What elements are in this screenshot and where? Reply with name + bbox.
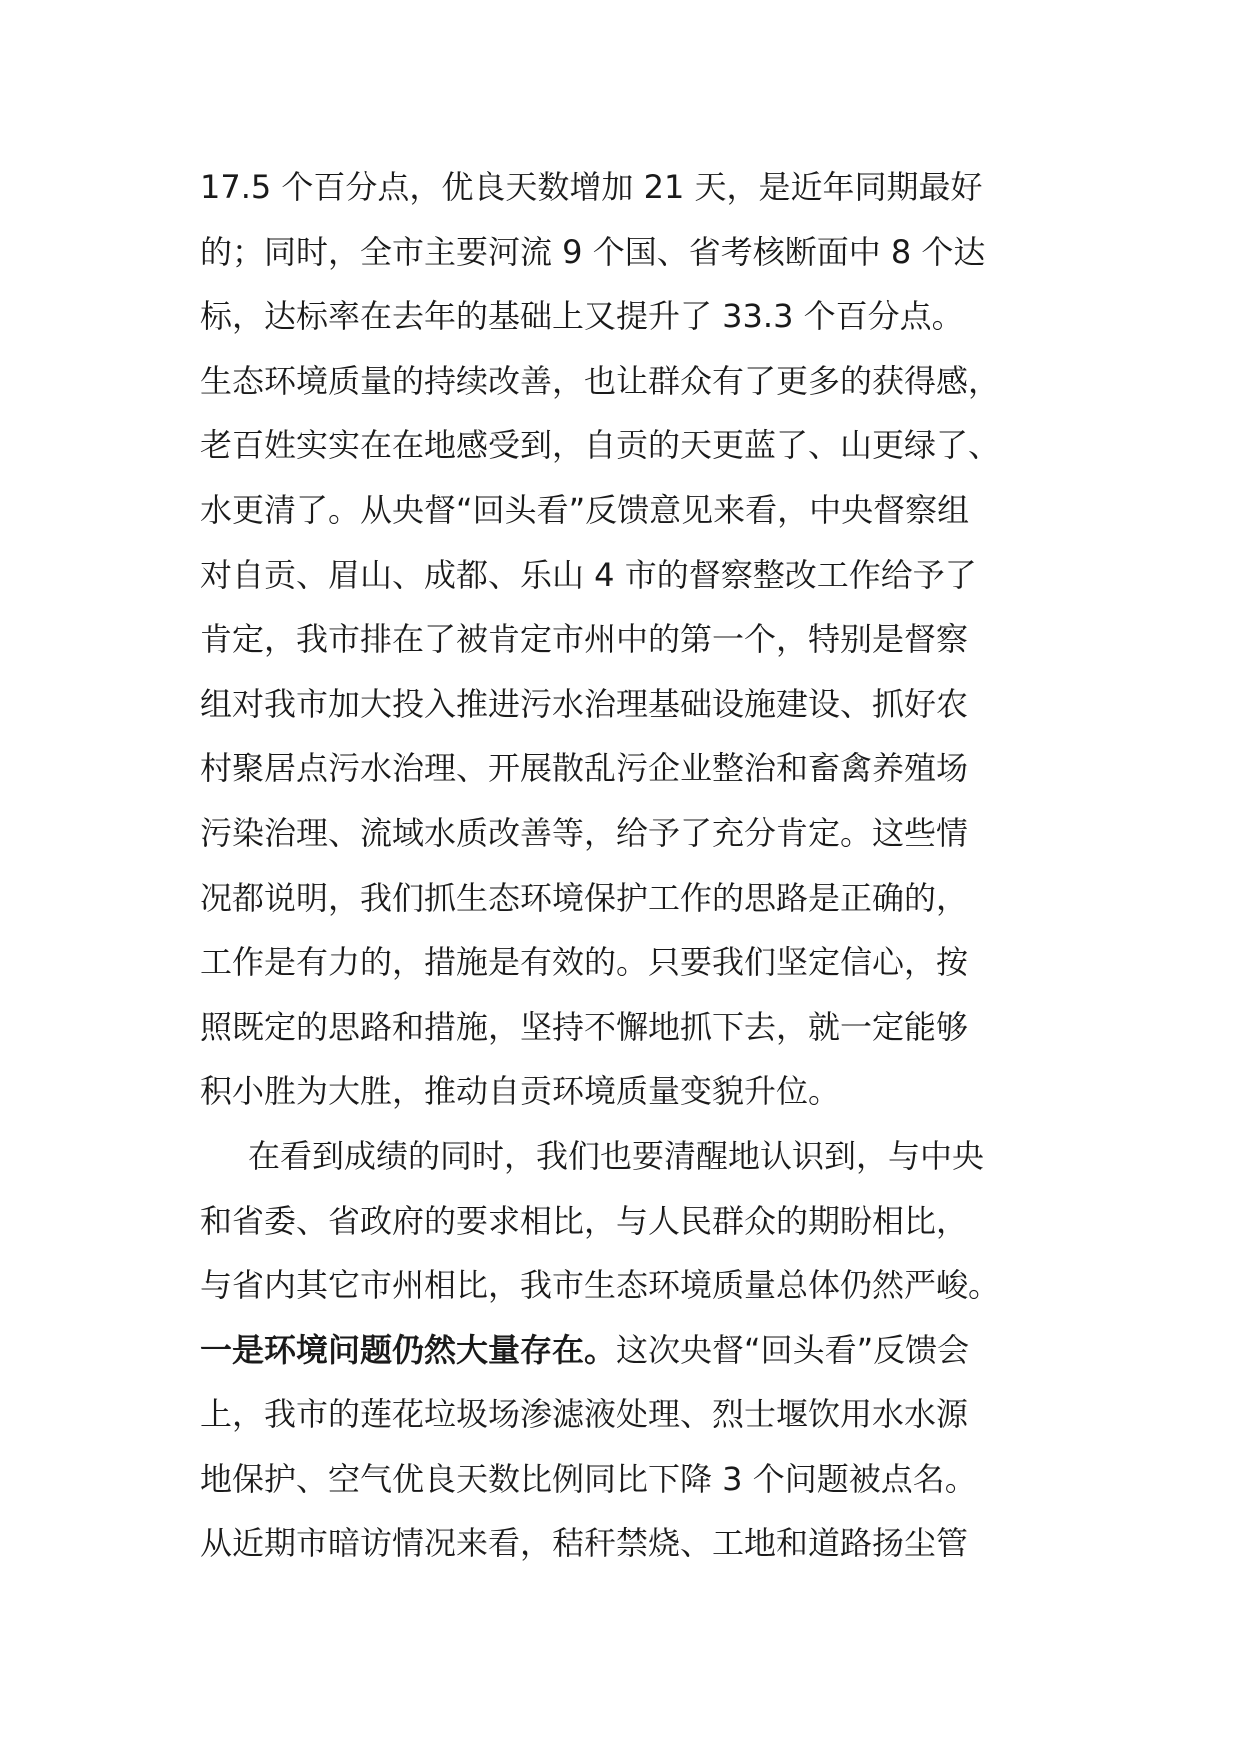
text-fragment: 这次央督“回头看”反馈会 [616,1330,970,1369]
text-line: 17.5 个百分点，优良天数增加 21 天，是近年同期最好 [200,168,983,206]
text-line: 肯定，我市排在了被肯定市州中的第一个，特别是督察 [200,620,969,659]
text-line: 与省内其它市州相比，我市生态环境质量总体仍然严峻。 [200,1266,1001,1305]
text-line: 上，我市的莲花垃圾场渗滤液处理、烈士堰饮用水水源 [200,1395,969,1434]
text-line-mixed [200,1318,1080,1383]
text-line: 老百姓实实在在地感受到，自贡的天更蓝了、山更绿了、 [200,426,1001,465]
text-line: 和省委、省政府的要求相比，与人民群众的期盼相比， [200,1201,969,1240]
text-line: 从近期市暗访情况来看，秸秆禁烧、工地和道路扬尘管 [200,1524,969,1563]
text-line: 组对我市加大投入推进污水治理基础设施建设、抓好农 [200,684,969,723]
text-line: 照既定的思路和措施，坚持不懈地抓下去，就一定能够 [200,1007,969,1046]
text-line: 污染治理、流域水质改善等，给予了充分肯定。这些情 [200,813,969,852]
paragraph-first-line: 在看到成绩的同时，我们也要清醒地认识到，与中央 [248,1136,985,1175]
text-line: 的；同时，全市主要河流 9 个国、省考核断面中 8 个达 [200,232,986,271]
text-line: 地保护、空气优良天数比例同比下降 3 个问题被点名。 [200,1459,977,1498]
bold-lead-text: 一是环境问题仍然大量存在。 [200,1330,617,1369]
text-line: 生态环境质量的持续改善，也让群众有了更多的获得感， [200,361,1001,400]
text-line: 对自贡、眉山、成都、乐山 4 市的督察整改工作给予了 [200,555,977,594]
body-text [200,155,1080,1576]
text-line: 况都说明，我们抓生态环境保护工作的思路是正确的， [200,878,969,917]
text-line: 村聚居点污水治理、开展散乱污企业整治和畜禽养殖场 [200,749,969,788]
text-line: 工作是有力的，措施是有效的。只要我们坚定信心，按 [200,943,969,982]
text-line: 积小胜为大胜，推动自贡环境质量变貌升位。 [200,1072,841,1111]
text-line: 标，达标率在去年的基础上又提升了 33.3 个百分点。 [200,297,964,336]
text-line: 水更清了。从央督“回头看”反馈意见来看，中央督察组 [200,490,970,529]
